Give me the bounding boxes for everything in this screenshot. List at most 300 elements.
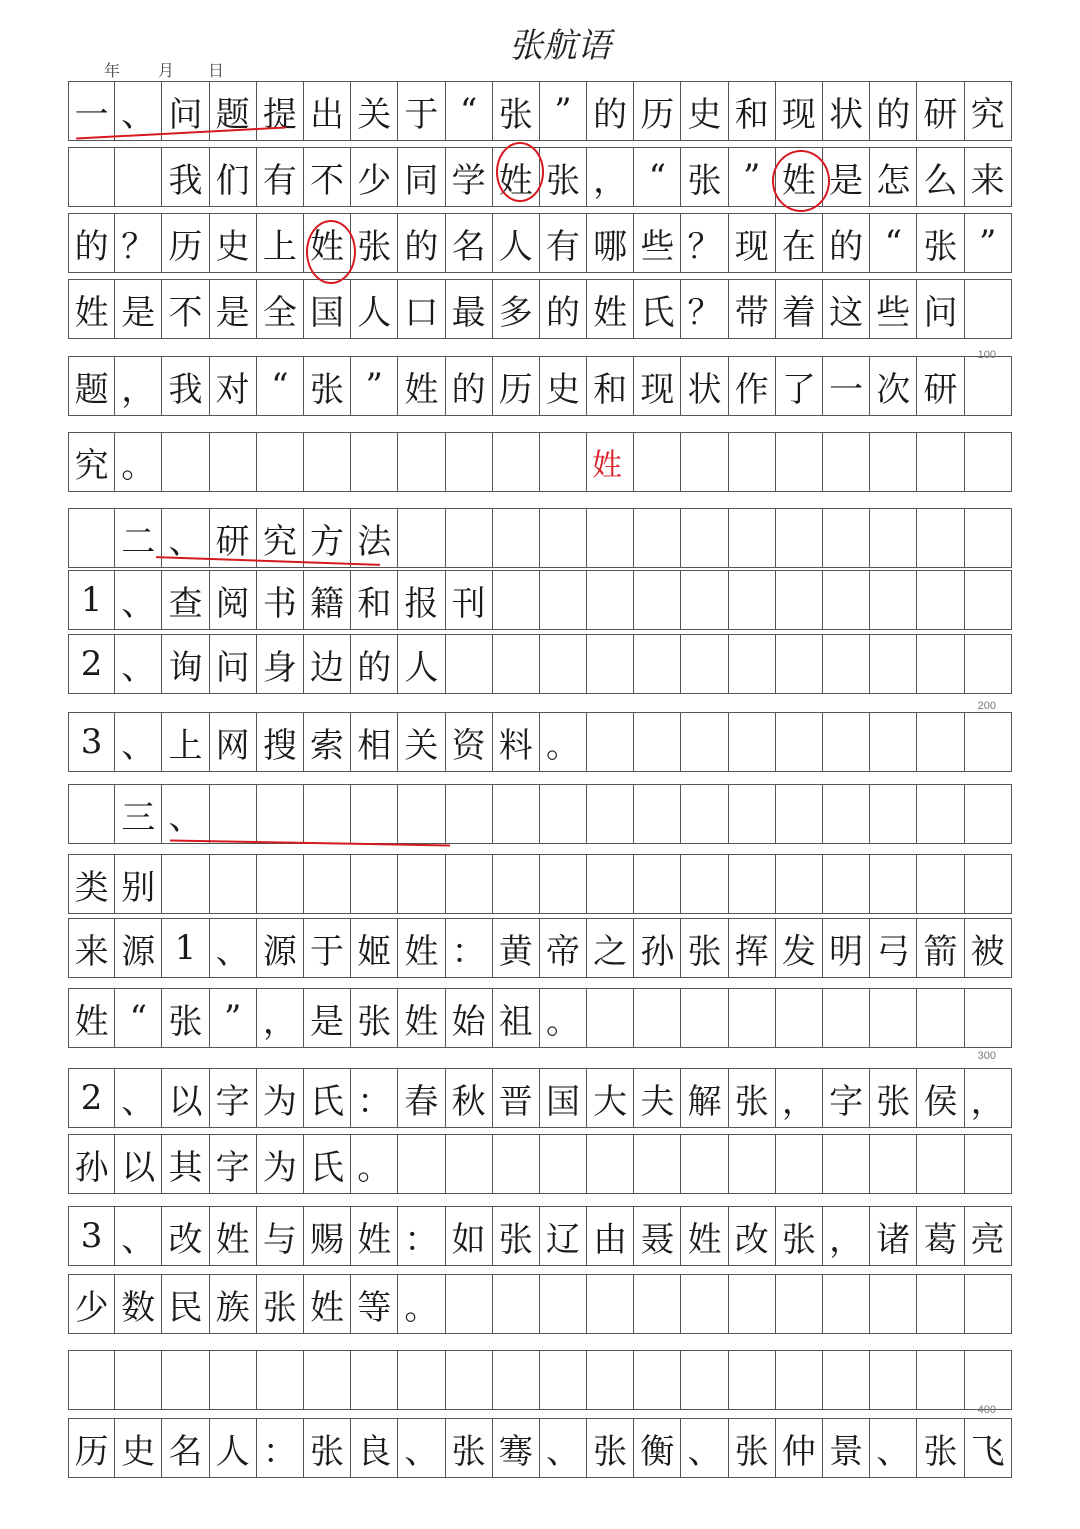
grid-cell (634, 785, 681, 843)
grid-row (68, 712, 1012, 772)
grid-cell (823, 433, 870, 491)
grid-cell: 姓 (68, 989, 115, 1047)
grid-cell: 春 (398, 1069, 445, 1127)
grid-cell: 、 (115, 635, 162, 693)
grid-cell (446, 1351, 493, 1409)
grid-cell: ： (351, 1069, 398, 1127)
grid-row (68, 1274, 1012, 1334)
grid-cell: ” (965, 214, 1012, 272)
grid-cell: 良 (351, 1419, 398, 1477)
grid-cell: 张 (493, 82, 540, 140)
grid-cell: 以 (115, 1135, 162, 1193)
grid-cell: 上 (257, 214, 304, 272)
grid-row (68, 634, 1012, 694)
grid-cell (587, 509, 634, 567)
grid-cell: 、 (115, 571, 162, 629)
grid-cell: ” (351, 357, 398, 415)
grid-cell: 由 (587, 1207, 634, 1265)
grid-cell: 。 (351, 1135, 398, 1193)
grid-cell: 一 (68, 82, 115, 140)
grid-cell: 氏 (304, 1135, 351, 1193)
grid-cell: 等 (351, 1275, 398, 1333)
grid-cell (304, 855, 351, 913)
grid-cell: 历 (162, 214, 209, 272)
grid-cell: 民 (162, 1275, 209, 1333)
grid-cell (965, 855, 1012, 913)
grid-cell (257, 433, 304, 491)
grid-cell: 、 (210, 919, 257, 977)
grid-cell: 张 (351, 214, 398, 272)
grid-cell (870, 1135, 917, 1193)
grid-cell: 赐 (304, 1207, 351, 1265)
grid-cell (68, 148, 115, 206)
grid-cell: 我 (162, 148, 209, 206)
grid-cell (210, 785, 257, 843)
grid-row (68, 279, 1012, 339)
grid-cell (729, 1135, 776, 1193)
grid-cell (965, 433, 1012, 491)
grid-cell: 名 (162, 1419, 209, 1477)
grid-cell: 是 (115, 280, 162, 338)
grid-cell: 黄 (493, 919, 540, 977)
grid-cell: 些 (870, 280, 917, 338)
grid-row (68, 213, 1012, 273)
grid-cell: 、 (162, 509, 209, 567)
grid-cell (493, 433, 540, 491)
grid-cell: 哪 (587, 214, 634, 272)
grid-cell: 在 (776, 214, 823, 272)
grid-cell (446, 509, 493, 567)
grid-cell (68, 509, 115, 567)
word-counter-100: 100 (977, 349, 996, 361)
grid-cell: 关 (398, 713, 445, 771)
grid-cell (634, 713, 681, 771)
grid-cell (681, 855, 728, 913)
grid-cell (965, 280, 1012, 338)
grid-cell: 全 (257, 280, 304, 338)
grid-cell (917, 989, 964, 1047)
grid-cell: 、 (115, 1207, 162, 1265)
grid-cell: 、 (115, 713, 162, 771)
grid-cell: 1 (162, 919, 209, 977)
grid-cell: 的 (446, 357, 493, 415)
word-counter-300: 300 (977, 1050, 996, 1062)
grid-cell (304, 785, 351, 843)
grid-cell: 飞 (965, 1419, 1012, 1477)
grid-cell: 张 (729, 1419, 776, 1477)
grid-cell: 研 (210, 509, 257, 567)
grid-cell (304, 433, 351, 491)
grid-cell: 始 (446, 989, 493, 1047)
grid-cell (398, 509, 445, 567)
grid-cell (917, 433, 964, 491)
grid-cell: 来 (965, 148, 1012, 206)
grid-cell: 仲 (776, 1419, 823, 1477)
grid-cell (210, 433, 257, 491)
grid-cell: 现 (729, 214, 776, 272)
grid-cell: 3 (68, 713, 115, 771)
grid-cell: 不 (304, 148, 351, 206)
grid-cell: 大 (587, 1069, 634, 1127)
grid-cell: ？ (681, 280, 728, 338)
grid-cell: 姓 (351, 1207, 398, 1265)
grid-cell: 姓 (304, 1275, 351, 1333)
grid-cell (776, 989, 823, 1047)
grid-cell (870, 1351, 917, 1409)
grid-cell: 人 (493, 214, 540, 272)
grid-cell (965, 1135, 1012, 1193)
grid-cell: 是 (823, 148, 870, 206)
grid-cell (681, 1135, 728, 1193)
grid-cell (917, 635, 964, 693)
grid-cell (634, 635, 681, 693)
grid-cell: 相 (351, 713, 398, 771)
grid-cell (257, 1351, 304, 1409)
grid-cell (351, 785, 398, 843)
grid-cell (398, 785, 445, 843)
grid-cell: 夫 (634, 1069, 681, 1127)
grid-cell: ： (446, 919, 493, 977)
grid-cell (823, 855, 870, 913)
grid-cell (398, 1135, 445, 1193)
grid-cell (681, 1351, 728, 1409)
grid-cell: 2 (68, 635, 115, 693)
grid-cell: 怎 (870, 148, 917, 206)
grid-cell (446, 635, 493, 693)
grid-cell (681, 713, 728, 771)
grid-cell: 于 (304, 919, 351, 977)
grid-cell: 氏 (634, 280, 681, 338)
grid-cell: 、 (398, 1419, 445, 1477)
grid-cell: ， (965, 1069, 1012, 1127)
grid-cell (823, 989, 870, 1047)
grid-cell (776, 785, 823, 843)
grid-cell: 问 (210, 635, 257, 693)
grid-cell: 、 (540, 1419, 587, 1477)
grid-cell: 帝 (540, 919, 587, 977)
grid-cell (917, 1135, 964, 1193)
grid-cell (917, 785, 964, 843)
grid-row (68, 432, 1012, 492)
grid-cell: 被 (965, 919, 1012, 977)
grid-cell (823, 785, 870, 843)
grid-cell: 、 (115, 82, 162, 140)
date-month: 月 (158, 63, 175, 80)
grid-cell (681, 989, 728, 1047)
grid-cell: 侯 (917, 1069, 964, 1127)
grid-cell: 的 (351, 635, 398, 693)
grid-cell: 聂 (634, 1207, 681, 1265)
grid-cell (681, 571, 728, 629)
grid-cell (729, 785, 776, 843)
grid-cell (823, 571, 870, 629)
grid-cell (823, 635, 870, 693)
grid-cell: ？ (681, 214, 728, 272)
grid-cell: 多 (493, 280, 540, 338)
grid-cell (446, 1135, 493, 1193)
grid-row (68, 1206, 1012, 1266)
grid-cell: 张 (729, 1069, 776, 1127)
grid-cell: 国 (540, 1069, 587, 1127)
grid-cell (681, 509, 728, 567)
grid-cell: 的 (587, 82, 634, 140)
grid-row (68, 784, 1012, 844)
grid-cell: ” (210, 989, 257, 1047)
grid-cell (634, 1275, 681, 1333)
grid-cell: 改 (162, 1207, 209, 1265)
grid-cell (823, 1135, 870, 1193)
grid-cell: 张 (162, 989, 209, 1047)
grid-cell: 、 (162, 785, 209, 843)
grid-cell (965, 1275, 1012, 1333)
grid-cell (634, 989, 681, 1047)
grid-cell: 出 (304, 82, 351, 140)
grid-cell: 少 (68, 1275, 115, 1333)
grid-cell (634, 855, 681, 913)
grid-cell: 字 (210, 1135, 257, 1193)
grid-cell: 同 (398, 148, 445, 206)
grid-cell: ？ (115, 214, 162, 272)
grid-cell (398, 855, 445, 913)
grid-cell: 网 (210, 713, 257, 771)
grid-cell (917, 713, 964, 771)
grid-cell (493, 571, 540, 629)
grid-cell (823, 509, 870, 567)
grid-cell: 族 (210, 1275, 257, 1333)
grid-cell: 人 (351, 280, 398, 338)
correction-circle-3 (306, 220, 356, 284)
grid-cell: 2 (68, 1069, 115, 1127)
grid-row (68, 988, 1012, 1048)
grid-cell (965, 509, 1012, 567)
grid-cell: 张 (446, 1419, 493, 1477)
grid-cell (493, 635, 540, 693)
grid-cell: 历 (634, 82, 681, 140)
grid-cell: 阅 (210, 571, 257, 629)
grid-cell (398, 1351, 445, 1409)
grid-cell: 带 (729, 280, 776, 338)
grid-cell: 查 (162, 571, 209, 629)
correction-circle-2 (772, 150, 830, 212)
grid-cell: 历 (68, 1419, 115, 1477)
grid-cell: 张 (540, 148, 587, 206)
grid-cell (917, 1275, 964, 1333)
grid-cell: 秋 (446, 1069, 493, 1127)
word-counter-400: 400 (977, 1404, 996, 1416)
grid-cell (115, 1351, 162, 1409)
grid-cell: 姓 (398, 357, 445, 415)
grid-cell: 的 (870, 82, 917, 140)
grid-cell: 亮 (965, 1207, 1012, 1265)
grid-cell (776, 571, 823, 629)
grid-cell: 方 (304, 509, 351, 567)
grid-cell: 料 (493, 713, 540, 771)
grid-cell: 和 (587, 357, 634, 415)
grid-cell: 与 (257, 1207, 304, 1265)
grid-cell (540, 635, 587, 693)
grid-cell (162, 1351, 209, 1409)
grid-cell (634, 1351, 681, 1409)
grid-cell (162, 433, 209, 491)
grid-cell: 状 (823, 82, 870, 140)
grid-cell: 源 (257, 919, 304, 977)
grid-cell: 类 (68, 855, 115, 913)
grid-cell (398, 433, 445, 491)
grid-cell: 么 (917, 148, 964, 206)
grid-cell (540, 1351, 587, 1409)
grid-cell: ， (587, 148, 634, 206)
grid-cell: 3 (68, 1207, 115, 1265)
grid-cell: ， (823, 1207, 870, 1265)
grid-cell (965, 571, 1012, 629)
grid-cell: 关 (351, 82, 398, 140)
grid-cell: 学 (446, 148, 493, 206)
grid-cell (729, 571, 776, 629)
grid-cell (68, 1351, 115, 1409)
grid-cell (870, 433, 917, 491)
grid-cell: 、 (681, 1419, 728, 1477)
grid-cell: 解 (681, 1069, 728, 1127)
grid-cell (162, 855, 209, 913)
grid-cell: 姬 (351, 919, 398, 977)
grid-cell: 资 (446, 713, 493, 771)
grid-row (68, 1134, 1012, 1194)
grid-cell (210, 1351, 257, 1409)
grid-cell: 史 (210, 214, 257, 272)
grid-cell: 现 (634, 357, 681, 415)
grid-cell: 张 (917, 214, 964, 272)
grid-cell: 张 (304, 1419, 351, 1477)
grid-row (68, 1068, 1012, 1128)
grid-cell: 的 (68, 214, 115, 272)
grid-cell: 询 (162, 635, 209, 693)
grid-cell: 二 (115, 509, 162, 567)
grid-cell: 索 (304, 713, 351, 771)
grid-cell (729, 433, 776, 491)
grid-cell (681, 1275, 728, 1333)
grid-cell: 、 (870, 1419, 917, 1477)
grid-cell (776, 1275, 823, 1333)
grid-cell (870, 571, 917, 629)
grid-cell (634, 509, 681, 567)
grid-cell: 提 (257, 82, 304, 140)
grid-cell: 有 (540, 214, 587, 272)
grid-cell (965, 713, 1012, 771)
grid-cell (965, 989, 1012, 1047)
grid-cell: “ (870, 214, 917, 272)
grid-cell: 发 (776, 919, 823, 977)
grid-cell: 为 (257, 1069, 304, 1127)
grid-cell: 的 (540, 280, 587, 338)
grid-cell: ， (115, 357, 162, 415)
grid-cell (493, 785, 540, 843)
grid-cell (587, 1135, 634, 1193)
grid-cell (115, 148, 162, 206)
grid-cell: 1 (68, 571, 115, 629)
grid-cell: 孙 (634, 919, 681, 977)
grid-cell (823, 1351, 870, 1409)
grid-cell (870, 855, 917, 913)
grid-cell (776, 1135, 823, 1193)
grid-cell: 诸 (870, 1207, 917, 1265)
grid-cell (493, 1351, 540, 1409)
grid-cell: 和 (351, 571, 398, 629)
grid-cell: 些 (634, 214, 681, 272)
grid-cell: 边 (304, 635, 351, 693)
grid-row (68, 356, 1012, 416)
grid-cell (870, 635, 917, 693)
grid-cell (681, 785, 728, 843)
grid-cell: 、 (115, 1069, 162, 1127)
grid-cell (729, 509, 776, 567)
grid-cell (634, 433, 681, 491)
grid-cell: 国 (304, 280, 351, 338)
grid-cell (965, 357, 1012, 415)
grid-cell: 了 (776, 357, 823, 415)
student-name: 张航语 (509, 26, 611, 66)
grid-cell (446, 785, 493, 843)
grid-cell: 张 (351, 989, 398, 1047)
grid-cell (917, 509, 964, 567)
grid-cell: ， (776, 1069, 823, 1127)
date-day: 日 (208, 63, 225, 80)
grid-cell: 的 (823, 214, 870, 272)
grid-cell: 次 (870, 357, 917, 415)
grid-cell: 问 (162, 82, 209, 140)
grid-cell: 弓 (870, 919, 917, 977)
grid-cell (870, 1275, 917, 1333)
grid-cell: 史 (115, 1419, 162, 1477)
grid-cell (729, 1351, 776, 1409)
grid-cell (870, 785, 917, 843)
grid-cell (729, 989, 776, 1047)
grid-cell (257, 785, 304, 843)
grid-cell: 字 (210, 1069, 257, 1127)
grid-cell: 人 (398, 635, 445, 693)
grid-cell (587, 571, 634, 629)
grid-cell (681, 433, 728, 491)
grid-cell: 葛 (917, 1207, 964, 1265)
grid-cell: 名 (446, 214, 493, 272)
grid-cell: 最 (446, 280, 493, 338)
grid-cell: 衡 (634, 1419, 681, 1477)
grid-cell (210, 855, 257, 913)
grid-cell: 法 (351, 509, 398, 567)
grid-cell (917, 855, 964, 913)
grid-cell (540, 433, 587, 491)
grid-cell (493, 1135, 540, 1193)
grid-cell: 张 (257, 1275, 304, 1333)
grid-cell (823, 713, 870, 771)
grid-cell: 。 (540, 989, 587, 1047)
grid-cell (917, 571, 964, 629)
grid-cell: 究 (965, 82, 1012, 140)
grid-cell: 来 (68, 919, 115, 977)
grid-cell (587, 1351, 634, 1409)
grid-cell (870, 509, 917, 567)
grid-cell: 我 (162, 357, 209, 415)
grid-cell (729, 713, 776, 771)
grid-cell (257, 855, 304, 913)
grid-cell: 辽 (540, 1207, 587, 1265)
grid-cell: 史 (681, 82, 728, 140)
grid-cell: 人 (210, 1419, 257, 1477)
grid-cell: 姓 (304, 214, 351, 272)
grid-cell (540, 785, 587, 843)
grid-cell (776, 713, 823, 771)
grid-cell (446, 433, 493, 491)
grid-cell: 和 (729, 82, 776, 140)
